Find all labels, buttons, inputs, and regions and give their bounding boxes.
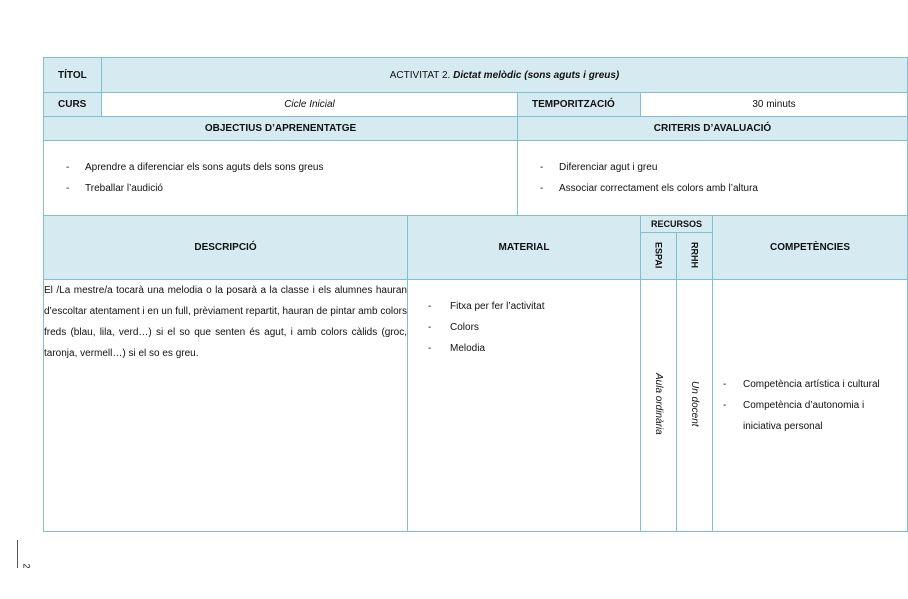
- activity-prefix: ACTIVITAT 2.: [389, 69, 451, 81]
- objective-item: - Aprendre a diferenciar els sons aguts dels sons greus: [66, 157, 517, 178]
- hr-header-cell: [677, 233, 713, 280]
- material-item: - Fitxa per fer l’activitat: [428, 296, 640, 317]
- activity-sheet: [43, 57, 908, 532]
- space-header-cell: [641, 233, 677, 280]
- criteria-cell: [518, 141, 908, 216]
- space-cell: [641, 280, 677, 532]
- competence-text: Competència d’autonomia i iniciativa personal: [743, 400, 865, 432]
- competence-item: - Competència d’autonomia i iniciativa personal: [723, 395, 903, 437]
- activity-title: Dictat melòdic (sons aguts i greus): [453, 69, 620, 81]
- competence-text: Competència artística i cultural: [743, 379, 880, 390]
- material-list: [408, 280, 640, 359]
- space-header: ESPAI: [653, 241, 664, 269]
- criteria-header: CRITERIS D’AVALUACIÓ: [518, 117, 908, 141]
- material-item: - Colors: [428, 317, 640, 338]
- objective-item: - Treballar l’audició: [66, 178, 517, 199]
- description-header: DESCRIPCIÓ: [44, 216, 408, 280]
- criteria-item: - Associar correctament els colors amb l’altura: [540, 178, 907, 199]
- material-cell: [408, 280, 641, 532]
- course-value: Cicle Inicial: [102, 93, 518, 117]
- page-margin-line: [17, 540, 18, 568]
- objectives-list: [44, 157, 517, 199]
- criteria-item: - Diferenciar agut i greu: [540, 157, 907, 178]
- competences-cell: [713, 280, 908, 532]
- timing-value: 30 minuts: [641, 93, 908, 117]
- title-label: TÍTOL: [44, 58, 102, 93]
- space-value: Aula ordinària: [653, 373, 664, 435]
- material-header: MATERIAL: [408, 216, 641, 280]
- criteria-list: [518, 157, 907, 199]
- hr-cell: [677, 280, 713, 532]
- competence-item: - Competència artística i cultural: [723, 374, 903, 395]
- objectives-header: OBJECTIUS D’APRENENTATGE: [44, 117, 518, 141]
- hr-header: RRHH: [689, 242, 700, 268]
- course-label: CURS: [44, 93, 102, 117]
- hr-value: Un docent: [689, 381, 700, 427]
- activity-title-cell: [102, 58, 908, 93]
- resources-header: RECURSOS: [641, 216, 713, 233]
- description-text: El /La mestre/a tocarà una melodia o la posarà a la classe i els alumnes hauran d’escoltar atentament i en un full, prèviament repartit, hauran de pintar amb colors freds (blau, lila, verd…) si el so que senten és agut, i amb colors càlids (groc, taronja, vermell…) si el so es greu.: [44, 280, 408, 532]
- objectives-cell: [44, 141, 518, 216]
- material-item: - Melodia: [428, 338, 640, 359]
- competences-list: [713, 374, 907, 437]
- competences-header: COMPETÈNCIES: [713, 216, 908, 280]
- timing-label: TEMPORITZACIÓ: [518, 93, 641, 117]
- page-number: 2: [21, 563, 32, 569]
